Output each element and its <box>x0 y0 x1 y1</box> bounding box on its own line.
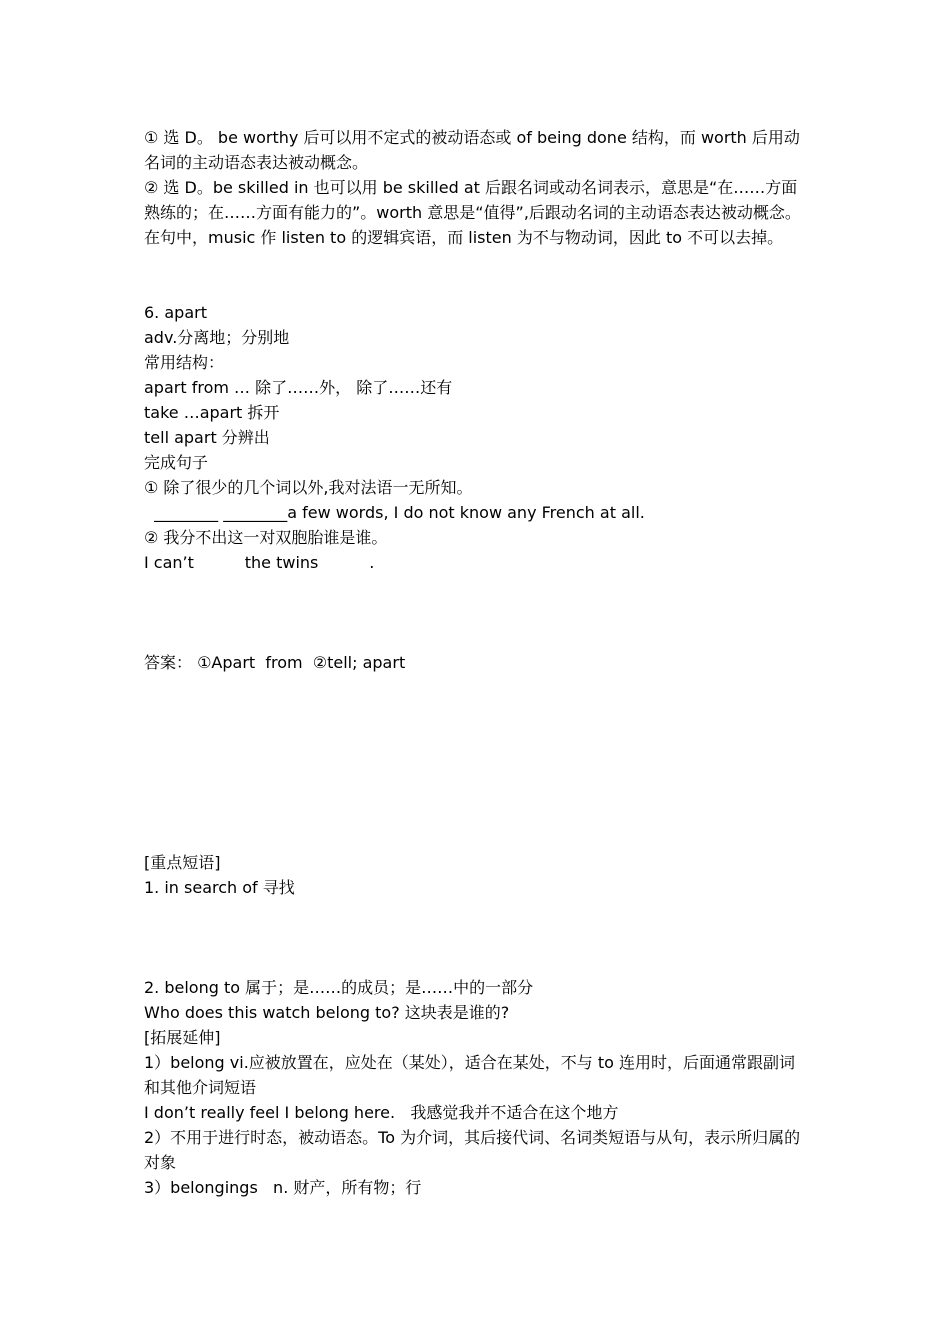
extension-label: [拓展延伸] <box>144 1028 221 1047</box>
exercise-question-cn: ① 除了很少的几个词以外,我对法语一无所知。 <box>144 478 473 497</box>
phrase-item: 1. in search of 寻找 <box>144 878 295 897</box>
spacer <box>144 250 810 300</box>
structure-item: apart from … 除了……外， 除了……还有 <box>144 378 453 397</box>
extension-item: 2）不用于进行时态，被动语态。To 为介词，其后接代词、名词类短语与从句，表示所归属的对象 <box>144 1128 801 1172</box>
phrases-label: [重点短语] <box>144 853 221 872</box>
spacer <box>144 575 810 650</box>
extension-item: 1）belong vi.应被放置在，应处在（某处），适合在某处，不与 to 连用时，后面通常跟副词和其他介词短语 <box>144 1053 796 1097</box>
spacer <box>144 675 810 850</box>
structures-label: 常用结构： <box>144 353 225 372</box>
answer-line: 答案： ①Apart from ②tell; apart <box>144 653 406 672</box>
structure-item: tell apart 分辨出 <box>144 428 270 447</box>
structure-item: take …apart 拆开 <box>144 403 280 422</box>
spacer <box>144 900 810 975</box>
exercise-question-cn: ② 我分不出这一对双胞胎谁是谁。 <box>144 528 388 547</box>
explanation-2: ② 选 D。be skilled in 也可以用 be skilled at 后跟名词或动名词表示，意思是“在……方面熟练的；在……方面有能力的”。worth 意思是“值得”,后跟动名词的主动语态表达被动概念。在句中，music 作 listen to 的逻辑宾语，而 listen 为不与物动词，因此 to 不可以去掉。 <box>144 178 801 247</box>
explanation-1: ① 选 D。 be worthy 后可以用不定式的被动语态或 of being done 结构，而 worth 后用动名词的主动语态表达被动概念。 <box>144 128 800 172</box>
document-page <box>144 125 810 1200</box>
exercise-question-en: I can’t the twins . <box>144 553 375 572</box>
phrase-item: 2. belong to 属于；是……的成员；是……中的一部分 <box>144 978 534 997</box>
extension-item: 3）belongings n. 财产，所有物；行 <box>144 1178 422 1197</box>
extension-example: I don’t really feel I belong here. 我感觉我并不适合在这个地方 <box>144 1103 619 1122</box>
definition: adv.分离地；分别地 <box>144 328 290 347</box>
exercise-label: 完成句子 <box>144 453 209 472</box>
exercise-question-en: ________ ________a few words, I do not know any French at all. <box>144 503 645 522</box>
example-sentence: Who does this watch belong to? 这块表是谁的? <box>144 1003 510 1022</box>
section-heading-apart: 6. apart <box>144 303 207 322</box>
